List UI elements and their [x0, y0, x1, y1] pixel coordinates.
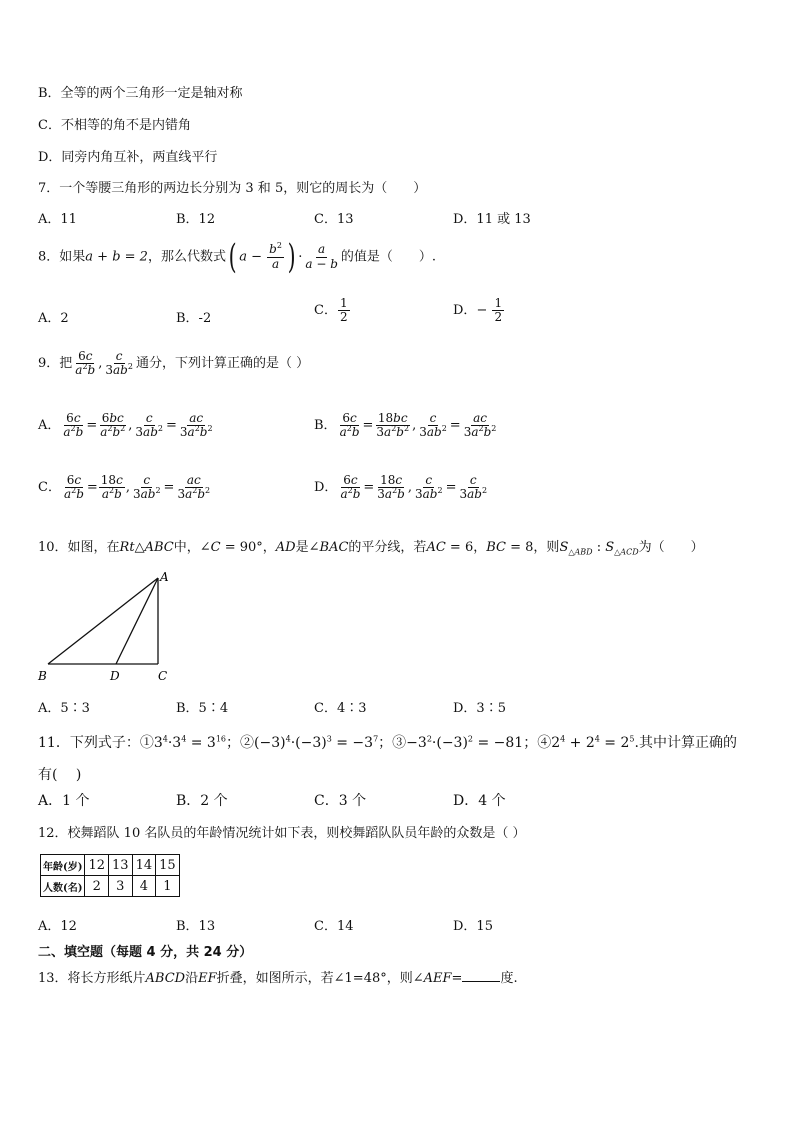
q9-stem: 9．把 $\frac{6c}{a^2b}$ , $\frac{c}{3ab^2}$ 通分，下列计算正确的是（ ） [38, 349, 310, 378]
q11-option-b: B．2 个 [176, 793, 228, 809]
section-heading: 二、填空题（每题 4 分，共 24 分） [38, 945, 253, 960]
q9-option-a: A． $\frac{6c}{a^2b}$ = $\frac{6bc}{a^2b^2}$ , $\frac{c}{3ab^2}$ = $\frac{ac}{3a^2b^2}$ [38, 411, 213, 440]
q10-stem: 10．如图，在Rt△ABC中，∠C = 90°，AD是∠BAC的平分线，若AC = 6，BC = 8，则$S_{\triangle ABD}$ : $S_{\triangle ACD}$为（ ） [38, 540, 704, 557]
table-cell: 15 [156, 855, 180, 876]
q8-frac-b2-over-a: $\frac{b^2}{a}$ [269, 241, 282, 271]
q6-option-c: C．不相等的角不是内错角 [38, 118, 191, 133]
q8-option-c: C． $\frac{1}{2}$ [314, 296, 348, 325]
q8-stem: 8．如果a + b = 2，那么代数式( a − $\frac{b^2}{a}$ ) · $\frac{a}{a - b}$ 的值是（ ）. [38, 237, 437, 277]
q7-option-c: C．13 [314, 212, 354, 227]
q9-option-b: B． $\frac{6c}{a^2b}$ = $\frac{18bc}{3a^2b^2}$ , $\frac{c}{3ab^2}$ = $\frac{ac}{3a^2b^2}$ [314, 411, 497, 440]
side-ab [48, 578, 158, 664]
q12-age-table [40, 854, 180, 897]
label-c: C [158, 669, 168, 683]
q12-option-c: C．14 [314, 919, 354, 934]
q11-option-c: C．3 个 [314, 793, 367, 809]
q10-option-a: A．5∶3 [38, 701, 90, 716]
q11-option-d: D．4 个 [453, 793, 506, 809]
q12-option-b: B．13 [176, 919, 216, 934]
table-header: 人数(名) [41, 876, 85, 897]
q9-prefix: 9．把 [38, 356, 73, 372]
q8-suffix: 的值是（ ）. [340, 249, 437, 265]
q11-option-a: A．1 个 [38, 793, 90, 809]
q9-option-c: C． $\frac{6c}{a^2b}$ = $\frac{18c}{a^2b}$ , $\frac{c}{3ab^2}$ = $\frac{ac}{3a^2b^2}$ [38, 473, 211, 502]
label-b: B [38, 669, 47, 683]
q7-option-b: B．12 [176, 212, 216, 227]
q10-option-b: B．5∶4 [176, 701, 229, 716]
q8-left-paren: ( [228, 237, 237, 277]
answer-blank[interactable] [462, 969, 500, 982]
table-header: 年龄(岁) [41, 855, 85, 876]
q7-stem: 7．一个等腰三角形的两边长分别为 3 和 5，则它的周长为（ ） [38, 181, 427, 196]
q10-triangle-figure [36, 568, 186, 686]
table-cell: 13 [109, 855, 133, 876]
table-cell: 2 [85, 876, 109, 897]
q6-option-d: D．同旁内角互补，两直线平行 [38, 150, 218, 165]
q10-option-c: C．4∶3 [314, 701, 367, 716]
q8-condition: a + b = 2 [85, 249, 148, 265]
q8-prefix: 8．如果 [38, 249, 86, 265]
table-row [41, 855, 180, 876]
table-cell: 14 [132, 855, 156, 876]
q8-option-b: B．-2 [176, 311, 212, 326]
label-a: A [160, 570, 169, 584]
table-cell: 4 [132, 876, 156, 897]
q13-stem: 13．将长方形纸片ABCD沿EF折叠，如图所示，若∠1=48°，则∠AEF= 度. [38, 971, 518, 986]
q6-option-b: B．全等的两个三角形一定是轴对称 [38, 86, 243, 101]
segment-ad [116, 578, 158, 664]
q8-mid: ，那么代数式 [147, 249, 226, 265]
q7-option-d: D．11 或 13 [453, 212, 531, 227]
q11-line2: 有( ) [38, 767, 82, 783]
q9-option-d: D． $\frac{6c}{a^2b}$ = $\frac{18c}{3a^2b}$ , $\frac{c}{3ab^2}$ = $\frac{c}{3ab^2}$ [314, 473, 488, 502]
table-cell: 12 [85, 855, 109, 876]
table-row [41, 876, 180, 897]
table-cell: 3 [109, 876, 133, 897]
q12-stem: 12．校舞蹈队 10 名队员的年龄情况统计如下表，则校舞蹈队队员年龄的众数是（ ） [38, 826, 526, 841]
q12-option-d: D．15 [453, 919, 493, 934]
q10-option-d: D．3∶5 [453, 701, 506, 716]
q8-frac-a-over-a-minus-b: $\frac{a}{a - b}$ [305, 242, 338, 271]
label-d: D [110, 669, 120, 683]
q8-right-paren: ) [287, 237, 296, 277]
q8-option-a: A．2 [38, 311, 69, 326]
q9-suffix: 通分，下列计算正确的是（ ） [135, 356, 310, 372]
q7-option-a: A．11 [38, 212, 77, 227]
table-cell: 1 [156, 876, 180, 897]
q11-stem: 11．下列式子：$①3^4\cdot 3^4 = 3^{16}$；$②(-3)^4\cdot(-3)^3 = -3^7$；$③-3^2\cdot(-3)^2 = -81$；$④2^4 + 2^4 = 2^5$.其中计算正确的 [38, 734, 737, 751]
q8-option-d: D．− $\frac{1}{2}$ [453, 296, 503, 325]
q12-option-a: A．12 [38, 919, 77, 934]
